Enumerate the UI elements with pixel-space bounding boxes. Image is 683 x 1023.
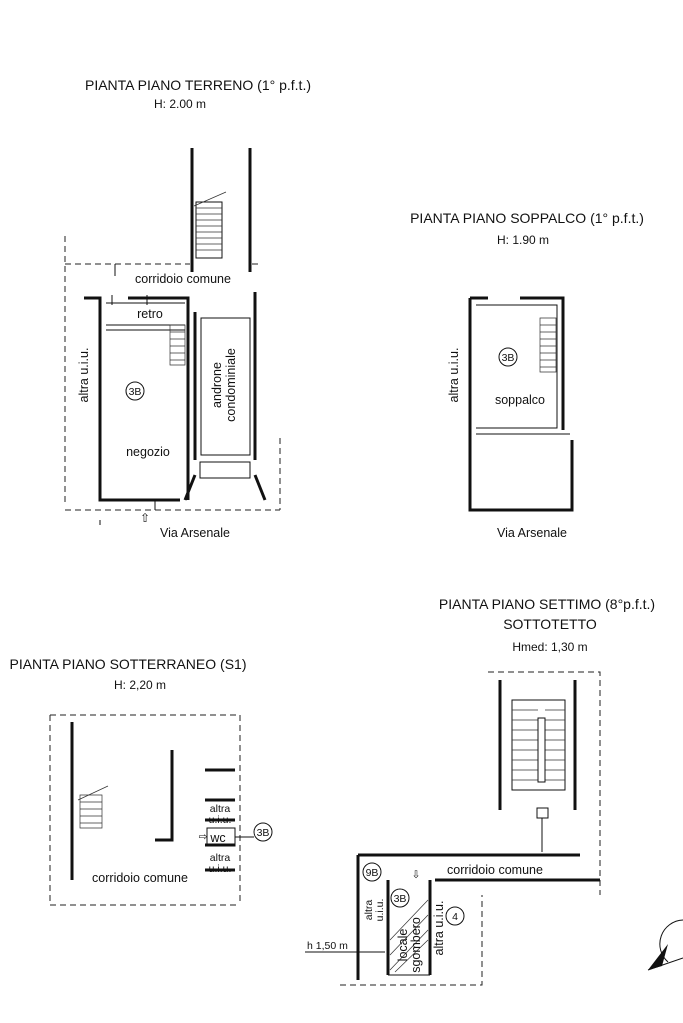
terreno-height: H: 2.00 m	[153, 97, 207, 111]
settimo-h-label: h 1,50 m	[307, 940, 348, 952]
terreno-unit-label: 3B	[128, 386, 142, 398]
plan-settimo	[305, 596, 655, 985]
settimo-title-1: PIANTA PIANO SETTIMO (8°p.f.t.)	[438, 596, 656, 612]
soppalco-unit-label: 3B	[501, 352, 515, 364]
sotterraneo-corridor-label: corridoio comune	[92, 871, 188, 885]
sotterraneo-height: H: 2,20 m	[113, 678, 167, 692]
settimo-locale-2: sgombero	[409, 917, 423, 973]
settimo-3b-label: 3B	[393, 893, 407, 905]
terreno-title: PIANTA PIANO TERRENO (1° p.f.t.)	[84, 77, 312, 93]
wall-ticks	[100, 295, 172, 840]
sotterraneo-unit-label: 3B	[256, 827, 270, 839]
terreno-corridor-label: corridoio comune	[135, 272, 231, 286]
stair-icon	[194, 192, 226, 258]
sotterraneo-walls	[72, 722, 172, 880]
settimo-height: Hmed: 1,30 m	[512, 640, 588, 654]
settimo-locale-1: locale	[396, 928, 410, 962]
androne-entrance	[185, 475, 265, 500]
north-arrow-icon	[648, 920, 683, 970]
plan-sotterraneo	[9, 656, 272, 905]
entrance-arrow: ⇧	[139, 511, 151, 525]
soppalco-room-label: soppalco	[494, 393, 546, 407]
terreno-retro-label: retro	[137, 307, 163, 321]
settimo-altra-left-1: altra	[363, 899, 375, 921]
terreno-side-label: altra u.i.u.	[77, 347, 91, 403]
settimo-corridor-label: corridoio comune	[447, 863, 543, 877]
sotterraneo-title: PIANTA PIANO SOTTERRANEO (S1)	[9, 656, 247, 672]
sotterraneo-altra-2: altra	[209, 852, 231, 864]
settimo-altra-right: altra u.i.u.	[432, 900, 446, 956]
settimo-down-arrow: ⇩	[411, 869, 421, 881]
soppalco-title: PIANTA PIANO SOPPALCO (1° p.f.t.)	[410, 210, 644, 226]
settimo-9b-label: 9B	[365, 867, 379, 879]
terreno-negozio-label: negozio	[126, 445, 170, 459]
terreno-street-label: Via Arsenale	[160, 526, 230, 540]
androne-label-2: condominiale	[224, 348, 238, 422]
sotterraneo-wc-label: wc	[210, 831, 226, 845]
soppalco-stair-icon	[540, 318, 556, 372]
androne-label-1: androne	[210, 362, 224, 408]
settimo-altra-left-2: u.i.u.	[374, 898, 386, 922]
sotterraneo-uiu-1: u.i.u.	[208, 814, 232, 826]
stair-shaft-walls	[192, 148, 250, 272]
plan-soppalco	[410, 210, 644, 540]
settimo-title-2: SOTTOTETTO	[503, 616, 597, 632]
sotterraneo-uiu-2: u.i.u.	[208, 863, 232, 875]
soppalco-street-label: Via Arsenale	[497, 526, 567, 540]
soppalco-height: H: 1.90 m	[496, 233, 550, 247]
sotterraneo-stair-icon	[78, 786, 108, 828]
inner-stair-icon	[170, 325, 185, 365]
settimo-stair-icon	[512, 700, 565, 790]
plan-terreno	[65, 77, 311, 540]
soppalco-side-label: altra u.i.u.	[447, 347, 461, 403]
unit-east-wall	[128, 298, 188, 500]
sotterraneo-altra-1: altra	[209, 803, 231, 815]
sotterraneo-arrow: ⇨	[198, 831, 208, 843]
settimo-4-label: 4	[452, 911, 458, 923]
